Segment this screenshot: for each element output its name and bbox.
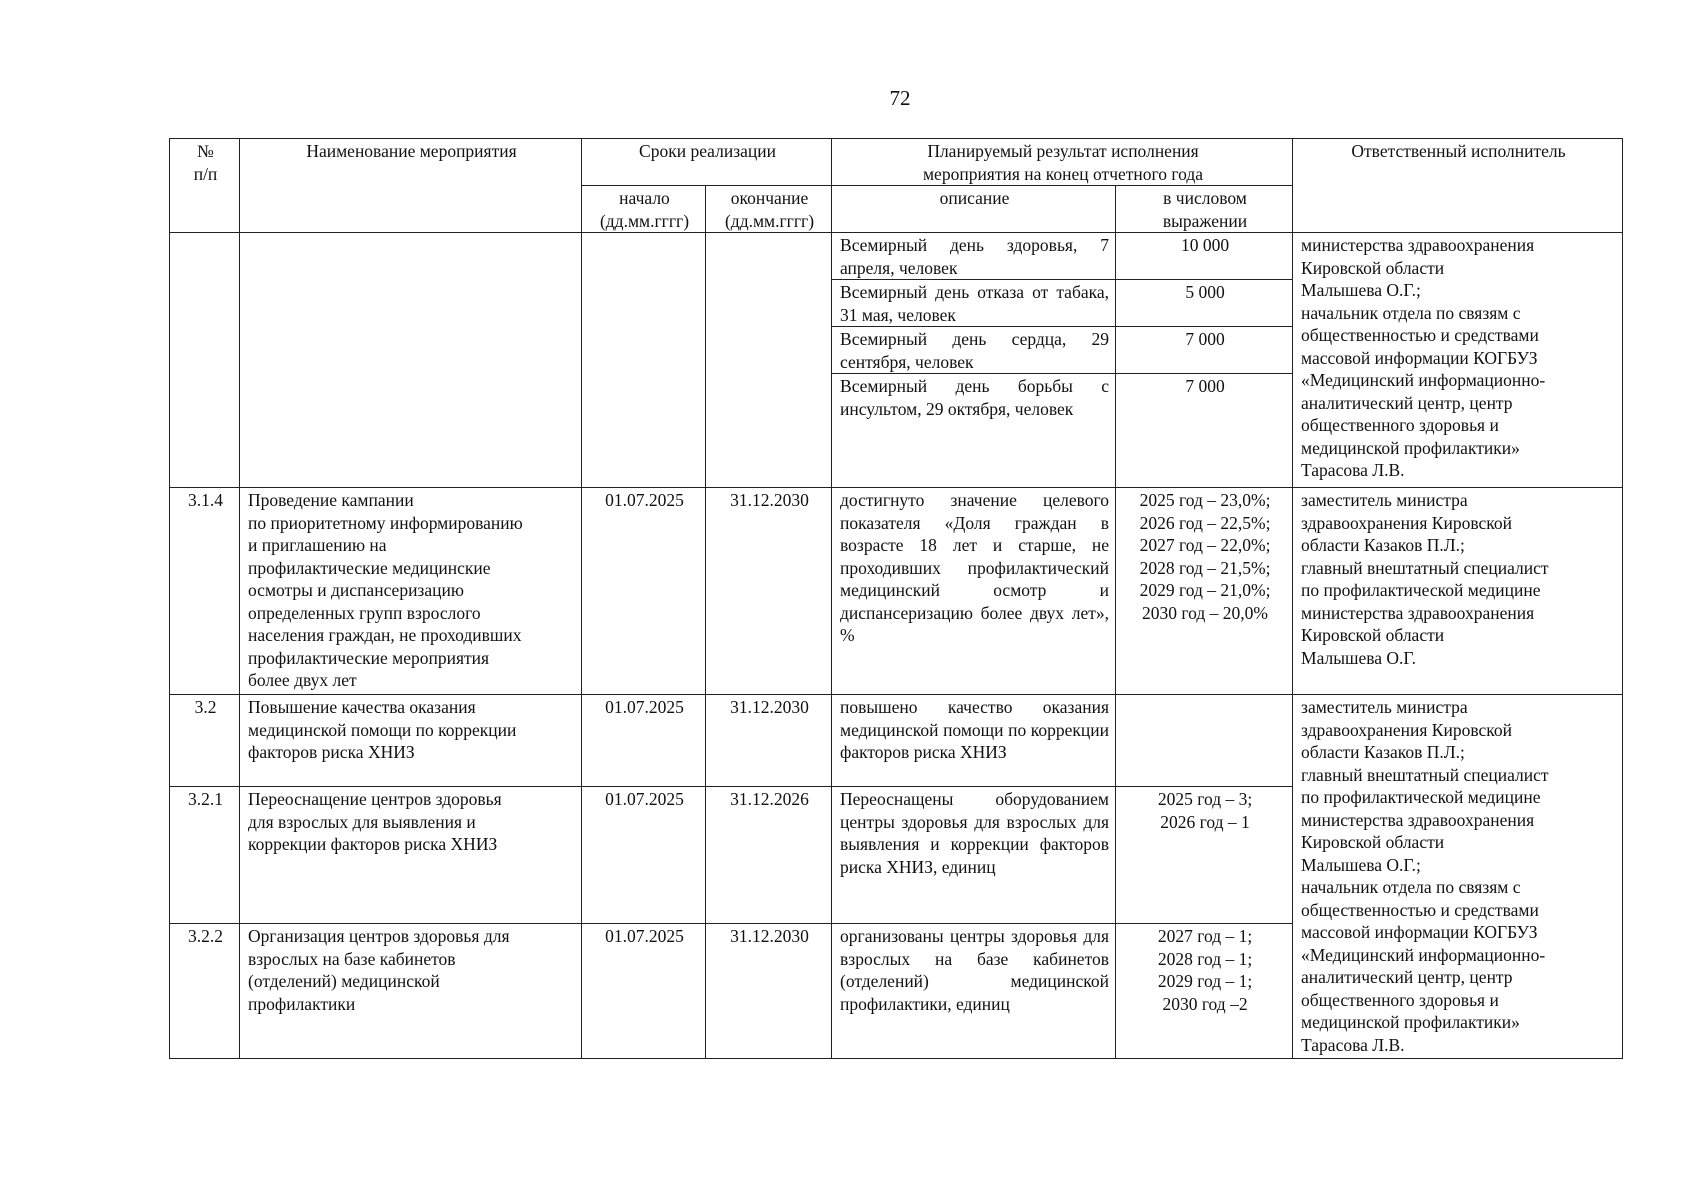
row-description: Переоснащены оборудованием центры здоровья для взрослых для выявления и коррекции факторов риска ХНИЗ, единиц	[832, 787, 1116, 924]
header-end: окончание (дд.мм.гггг)	[706, 186, 832, 233]
page-number: 72	[889, 86, 911, 110]
cont-name-cell	[240, 233, 582, 488]
row-description: достигнуто значение целевого показателя «Доля граждан в возрасте 18 лет и старше, не проходивших профилактический медицинский осмотр и диспансеризацию более двух лет», %	[832, 488, 1116, 695]
row-num: 3.2	[170, 695, 240, 787]
row-description: повышено качество оказания медицинской помощи по коррекции факторов риска ХНИЗ	[832, 695, 1116, 787]
cont-value: 7 000	[1116, 374, 1293, 488]
row-start: 01.07.2025	[582, 924, 706, 1059]
row-name: Переоснащение центров здоровья для взрослых для выявления и коррекции факторов риска ХНИЗ	[240, 787, 582, 924]
measures-table	[169, 138, 1623, 1059]
cont-value: 5 000	[1116, 280, 1293, 327]
header-description: описание	[832, 186, 1116, 233]
row-start: 01.07.2025	[582, 488, 706, 695]
cont-value: 7 000	[1116, 327, 1293, 374]
table-row	[170, 695, 1623, 787]
row-start: 01.07.2025	[582, 787, 706, 924]
cont-responsible: министерства здравоохранения Кировской области Малышева О.Г.; начальник отдела по связям с общественностью и средствами массовой информации КОГБУЗ «Медицинский информационно- аналитический центр, центр общественного здоровья и медицинской профилактики» Тарасова Л.В.	[1293, 233, 1623, 488]
row-end: 31.12.2030	[706, 924, 832, 1059]
header-row-1	[170, 139, 1623, 186]
header-result: Планируемый результат исполнения мероприятия на конец отчетного года	[832, 139, 1293, 186]
row-end: 31.12.2030	[706, 488, 832, 695]
row-responsible: заместитель министра здравоохранения Кировской области Казаков П.Л.; главный внештатный специалист по профилактической медицине министерства здравоохранения Кировской области Малышева О.Г.	[1293, 488, 1623, 695]
row-start: 01.07.2025	[582, 695, 706, 787]
row-name: Повышение качества оказания медицинской помощи по коррекции факторов риска ХНИЗ	[240, 695, 582, 787]
row-value: 2025 год – 3; 2026 год – 1	[1116, 787, 1293, 924]
row-num: 3.2.2	[170, 924, 240, 1059]
row-end: 31.12.2030	[706, 695, 832, 787]
cont-description: Всемирный день отказа от табака, 31 мая, человек	[832, 280, 1116, 327]
row-value	[1116, 695, 1293, 787]
row-num: 3.1.4	[170, 488, 240, 695]
header-start: начало (дд.мм.гггг)	[582, 186, 706, 233]
row-num: 3.2.1	[170, 787, 240, 924]
cont-num-cell	[170, 233, 240, 488]
cont-description: Всемирный день здоровья, 7 апреля, человек	[832, 233, 1116, 280]
header-numeric: в числовом выражении	[1116, 186, 1293, 233]
header-terms: Сроки реализации	[582, 139, 832, 186]
table-row	[170, 233, 1623, 280]
cont-description: Всемирный день борьбы с инсультом, 29 октября, человек	[832, 374, 1116, 488]
row-end: 31.12.2026	[706, 787, 832, 924]
cont-end-cell	[706, 233, 832, 488]
header-num: № п/п	[170, 139, 240, 233]
header-responsible: Ответственный исполнитель	[1293, 139, 1623, 233]
cont-value: 10 000	[1116, 233, 1293, 280]
row-value: 2025 год – 23,0%; 2026 год – 22,5%; 2027 год – 22,0%; 2028 год – 21,5%; 2029 год – 21,0%; 2030 год – 20,0%	[1116, 488, 1293, 695]
row-name: Организация центров здоровья для взрослых на базе кабинетов (отделений) медицинской профилактики	[240, 924, 582, 1059]
header-name: Наименование мероприятия	[240, 139, 582, 233]
table-row	[170, 488, 1623, 695]
group-responsible: заместитель министра здравоохранения Кировской области Казаков П.Л.; главный внештатный специалист по профилактической медицине министерства здравоохранения Кировской области Малышева О.Г.; начальник отдела по связям с общественностью и средствами массовой информации КОГБУЗ «Медицинский информационно- аналитический центр, центр общественного здоровья и медицинской профилактики» Тарасова Л.В.	[1293, 695, 1623, 1059]
cont-start-cell	[582, 233, 706, 488]
cont-description: Всемирный день сердца, 29 сентября, человек	[832, 327, 1116, 374]
row-description: организованы центры здоровья для взрослых на базе кабинетов (отделений) медицинской профилактики, единиц	[832, 924, 1116, 1059]
row-value: 2027 год – 1; 2028 год – 1; 2029 год – 1; 2030 год –2	[1116, 924, 1293, 1059]
row-name: Проведение кампании по приоритетному информированию и приглашению на профилактические медицинские осмотры и диспансеризацию определенных групп взрослого населения граждан, не проходивших профилактические мероприятия более двух лет	[240, 488, 582, 695]
